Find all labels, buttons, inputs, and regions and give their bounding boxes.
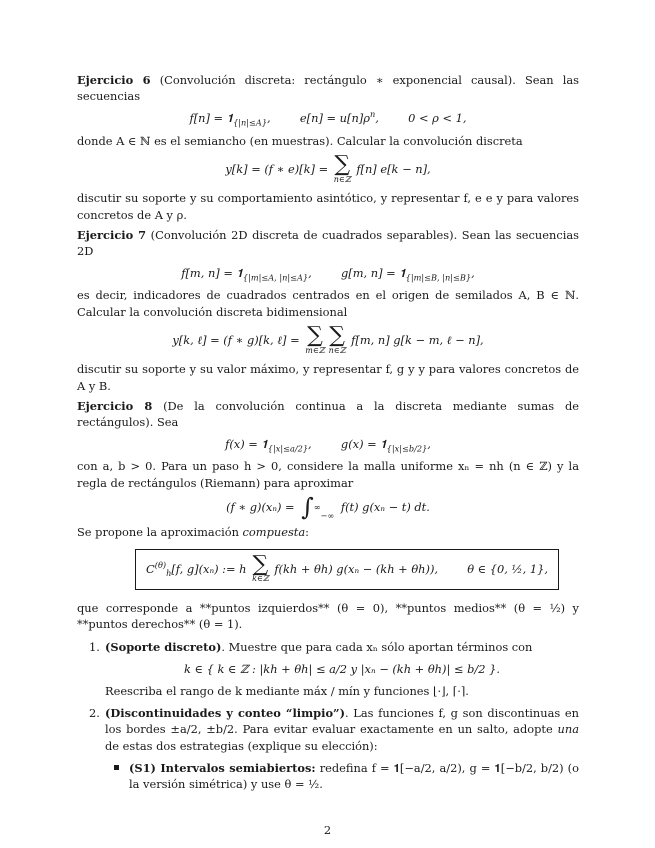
box-right: f(kh + θh) g(xₙ − (kh + θh)),: [274, 561, 439, 576]
eq-g2d-sub: {|m|≤B, |n|≤B}: [405, 272, 472, 283]
eq-gx-def: g(x) = 𝟏: [340, 437, 387, 452]
box-sub: h: [166, 567, 172, 578]
sum-symbol-n: ∑ n∈ℤ: [328, 322, 346, 355]
item-1-body: . Muestre que para cada xₙ sólo aportan términos con: [221, 639, 533, 654]
integral-upper: ∞: [313, 501, 321, 512]
eq-conv-right: f[n] e[k − n],: [356, 161, 431, 176]
exercise-6-text-3: discutir su soporte y su comportamiento asintótico, y representar f, e e y para valores concretos de A y ρ.: [77, 191, 579, 222]
eq-f2d-def: f[m, n] = 𝟏: [181, 266, 243, 281]
sum-limit: n∈ℤ: [333, 174, 351, 184]
exercise-6-heading: [77, 72, 579, 104]
eq-int-right: f(t) g(xₙ − t) dt.: [340, 499, 430, 514]
exercise-6-text-2: donde A ∈ ℕ es el semiancho (en muestras). Calcular la convolución discreta: [77, 133, 523, 148]
item-1-text: [105, 639, 579, 655]
exercise-8-eq-integral: [77, 492, 579, 521]
exercise-7-intro: Sean las secuencias 2D: [77, 227, 579, 258]
item-2-text: [105, 705, 579, 754]
box-sum-limit: k∈ℤ: [252, 574, 269, 584]
exercise-8-label: Ejercicio 8: [77, 398, 153, 413]
sum-symbol-m: ∑ m∈ℤ: [305, 322, 325, 355]
sum-limit-n: n∈ℤ: [328, 345, 346, 355]
strategy-list: [105, 760, 579, 792]
exercise-7-text-3: discutir su soporte y su valor máximo, y representar f, g y y para valores concretos de A y B.: [77, 362, 579, 393]
exercise-7-heading: [77, 227, 579, 259]
exercise-6-intro: Sean las secuencias: [77, 73, 580, 104]
text-3-em: compuesta: [242, 525, 306, 540]
eq-f-sub: {|n|≤A}: [233, 117, 268, 128]
composite-approximation-box: [135, 549, 559, 591]
list-item-number: 1.: [89, 639, 100, 654]
box-sup: (θ): [154, 559, 167, 570]
exercise-7-eq-convolution: [77, 322, 579, 356]
integral-lower: −∞: [320, 510, 335, 521]
eq-conv2d-left: y[k, ℓ] = (f ∗ g)[k, ℓ] =: [172, 332, 300, 347]
eq-e-def: e[n] = u[n]ρ: [299, 111, 370, 126]
eq-fx-def: f(x) = 𝟏: [225, 437, 268, 452]
exercise-8-heading: [77, 398, 579, 430]
bullet-icon: [114, 765, 119, 770]
eq-f2d-sub: {|m|≤A, |n|≤A}: [242, 272, 309, 283]
exercise-6-title: (Convolución discreta: rectángulo ∗ exponencial causal).: [159, 73, 516, 87]
text-3a: Se propone la aproximación: [77, 525, 239, 540]
exercise-8-intro: Sea: [156, 415, 179, 429]
eq-g2d-def: g[m, n] = 𝟏: [340, 266, 406, 281]
item-2-body-b: de estas dos estrategias (explique su elección):: [105, 738, 378, 753]
box-mid: [f, g](xₙ) := h: [171, 561, 247, 576]
sum-limit-m: m∈ℤ: [305, 345, 325, 355]
task-list: [77, 639, 579, 793]
text-3b: :: [305, 525, 310, 540]
item-2-em: una: [557, 722, 580, 737]
item-1-eq: k ∈ { k ∈ ℤ : |kh + θh| ≤ a/2 y |xₙ − (kh + θh)| ≤ b/2 }.: [184, 661, 500, 676]
item-2-title: (Discontinuidades y conteo “limpio”): [105, 706, 345, 721]
box-c: C: [146, 561, 155, 576]
page-number: 2: [323, 823, 332, 837]
exercise-8-title: (De la convolución continua a la discreta mediante sumas de rectángulos).: [77, 398, 580, 429]
eq-rho-condition: 0 < ρ < 1,: [408, 111, 467, 126]
item-1-after: Reescriba el rango de k mediante máx / mín y funciones ⌊·⌋, ⌈·⌉.: [105, 683, 469, 698]
item-1-title: (Soporte discreto): [105, 639, 222, 654]
item-2-body-a: . Las funciones f, g son discontinuas en los bordes ±a/2, ±b/2. Para evitar evaluar exactamente en un salto, adopte: [105, 706, 579, 737]
integral-symbol: $\int^\infty_{-\infty}$: [301, 492, 335, 521]
exercise-8-text-2: con a, b > 0. Para un paso h > 0, considere la malla uniforme xₙ = nh (n ∈ ℤ) y la regla de rectángulos (Riemann) para aproximar: [77, 459, 579, 490]
exercise-8-eq-functions: $f(x) = 𝟏_{\{|x|\le a/2\}}$, $g(x) = 𝟏_{\{|x|\le b/2\}}$,: [225, 437, 431, 454]
box-theta-condition: θ ∈ {0, ½, 1},: [467, 561, 548, 576]
eq-conv-left: y[k] = (f ∗ e)[k] =: [225, 161, 329, 176]
eq-f-def: f[n] = 𝟏: [189, 111, 234, 126]
strategy-s1-title: (S1) Intervalos semiabiertos:: [129, 760, 316, 775]
list-item-2: [77, 705, 579, 792]
eq-e-sup: n: [369, 109, 376, 120]
eq-gx-sub: {|x|≤b/2}: [386, 443, 428, 454]
exercise-7-label: Ejercicio 7: [77, 227, 147, 242]
exercise-8-text-4: que corresponde a **puntos izquierdos** (θ = 0), **puntos medios** (θ = ½) y **puntos derechos** (θ = 1).: [77, 601, 579, 632]
paper-page: [77, 72, 579, 798]
exercise-6-eq-sequences: $f[n] = 𝟏_{\{|n|\le A\}}$, $e[n] = u[n]\rho^n$, 0 < ρ < 1,: [189, 109, 467, 128]
exercise-6-label: Ejercicio 6: [77, 73, 151, 87]
eq-int-left: (f ∗ g)(xₙ) =: [226, 499, 295, 514]
strategy-item-s1: [105, 760, 579, 792]
exercise-7-eq-sequences: f[m, $n] = 𝟏_{\{|m|\le A, |n|\le A\}}$, g[m, $n] = 𝟏_{\{|m|\le B, |n|\le B\}}$,: [181, 266, 475, 283]
eq-conv2d-right: f[m, n] g[k − m, ℓ − n],: [351, 332, 484, 347]
eq-fx-sub: {|x|≤a/2}: [267, 443, 309, 454]
exercise-8-text-3: [77, 524, 579, 540]
sum-symbol: ∑ n∈ℤ: [333, 151, 351, 184]
exercise-7-title: (Convolución 2D discreta de cuadrados separables).: [150, 227, 458, 242]
exercise-6-eq-convolution: [77, 151, 579, 185]
box-sum-symbol: ∑ k∈ℤ: [252, 551, 269, 584]
strategy-s1-text: redefina f = 𝟏[−a/2, a/2), g = 𝟏[−b/2, b/2) (o la versión simétrica) y use θ = ½.: [129, 760, 579, 791]
list-item-number: 2.: [89, 706, 100, 721]
exercise-7-text-2: es decir, indicadores de cuadrados centrados en el origen de semilados A, B ∈ ℕ. Calcular la convolución discreta bidimensional: [77, 288, 579, 319]
list-item-1: [77, 639, 579, 700]
